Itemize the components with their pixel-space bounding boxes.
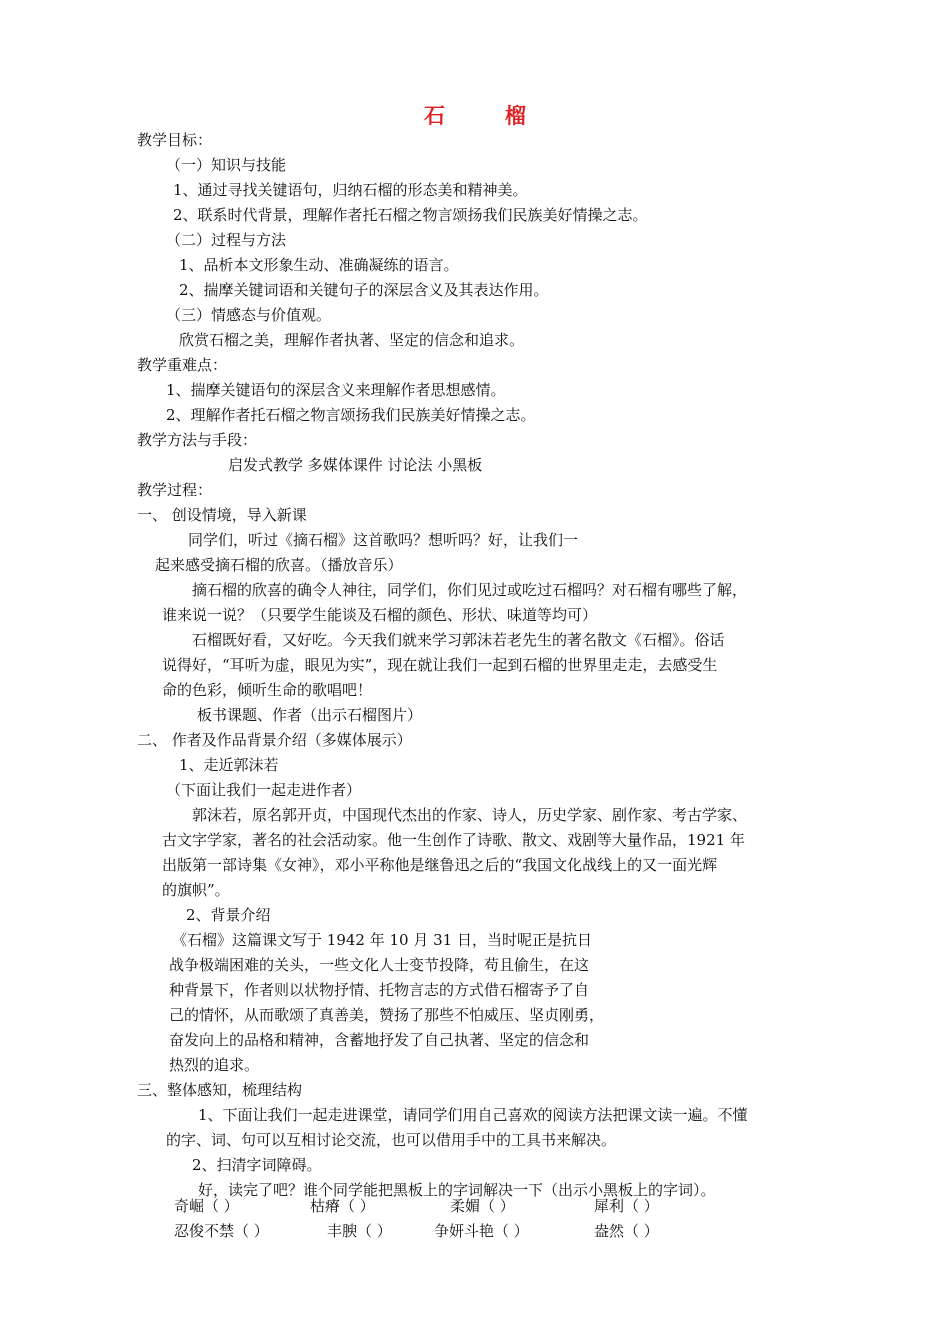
title-char-2: 榴 (505, 103, 526, 128)
text-line: 1、通过寻找关键语句，归纳石榴的形态美和精神美。 (173, 181, 528, 199)
text-line: 战争极端困难的关头，一些文化人士变节投降，苟且偷生，在这 (169, 956, 590, 974)
text-line: 板书课题、作者（出示石榴图片） (197, 706, 423, 724)
subsection-heading: （二）过程与方法 (166, 231, 287, 249)
text-line: 石榴既好看，又好吃。今天我们就来学习郭沫若老先生的著名散文《石榴》。俗话 (192, 631, 725, 649)
subsection-heading: 2、扫清字词障碍。 (192, 1156, 322, 1174)
section-heading: 教学重难点： (137, 356, 228, 374)
text-line: 启发式教学 多媒体课件 讨论法 小黑板 (228, 456, 483, 474)
section-heading: 教学过程： (137, 481, 213, 499)
text-line: 种背景下，作者则以状物抒情、托物言志的方式借石榴寄予了自 (169, 981, 590, 999)
page-title (0, 100, 950, 130)
vocab-item: 盎然（ ） (594, 1222, 659, 1240)
text-line: 摘石榴的欣喜的确令人神往，同学们，你们见过或吃过石榴吗？对石榴有哪些了解， (192, 581, 748, 599)
section-heading: 教学方法与手段： (137, 431, 258, 449)
text-line: 命的色彩，倾听生命的歌唱吧！ (162, 681, 373, 699)
text-line: 谁来说一说？（只要学生能谈及石榴的颜色、形状、味道等均可） (162, 606, 598, 624)
text-line: 《石榴》这篇课文写于 1942 年 10 月 31 日，当时呢正是抗日 (172, 931, 592, 949)
text-line: 2、理解作者托石榴之物言颂扬我们民族美好情操之志。 (166, 406, 536, 424)
text-line: 2、联系时代背景，理解作者托石榴之物言颂扬我们民族美好情操之志。 (173, 206, 648, 224)
text-line: 奋发向上的品格和精神，含蓄地抒发了自己执著、坚定的信念和 (169, 1031, 590, 1049)
section-heading: 教学目标： (137, 131, 213, 149)
text-line: 2、揣摩关键词语和关键句子的深层含义及其表达作用。 (179, 281, 549, 299)
title-char-1: 石 (424, 103, 445, 128)
text-line: 的旗帜”。 (162, 881, 230, 899)
text-line: 1、品析本文形象生动、准确凝练的语言。 (179, 256, 459, 274)
text-line: 1、揣摩关键语句的深层含义来理解作者思想感情。 (166, 381, 506, 399)
vocabulary-row-1 (0, 1196, 950, 1218)
subsection-heading: （一）知识与技能 (166, 156, 287, 174)
text-line: 的字、词、句可以互相讨论交流，也可以借用手中的工具书来解决。 (166, 1131, 617, 1149)
section-heading: 二、 作者及作品背景介绍（多媒体展示） (137, 731, 412, 749)
subsection-heading: 2、背景介绍 (186, 906, 271, 924)
vocab-item: 争妍斗艳（ ） (434, 1222, 529, 1240)
text-line: 说得好，“耳听为虚，眼见为实”，现在就让我们一起到石榴的世界里走走，去感受生 (162, 656, 718, 674)
vocab-item: 枯瘠（ ） (310, 1197, 375, 1215)
text-line: 己的情怀，从而歌颂了真善美，赞扬了那些不怕威压、坚贞刚勇， (169, 1006, 605, 1024)
text-line: 郭沫若，原名郭开贞，中国现代杰出的作家、诗人，历史学家、剧作家、考古学家、 (192, 806, 748, 824)
text-line: 好，读完了吧？谁个同学能把黑板上的字词解决一下（出示小黑板上的字词）。 (198, 1181, 716, 1199)
section-heading: 一、 创设情境，导入新课 (137, 506, 307, 524)
vocab-item: 丰腴（ ） (327, 1222, 392, 1240)
text-line: 热烈的追求。 (169, 1056, 260, 1074)
vocab-item: 忍俊不禁（ ） (174, 1222, 269, 1240)
text-line: （下面让我们一起走进作者） (166, 781, 362, 799)
vocab-item: 犀利（ ） (594, 1197, 659, 1215)
section-heading: 三、整体感知，梳理结构 (137, 1081, 303, 1099)
vocabulary-row-2 (0, 1221, 950, 1243)
text-line: 欣赏石榴之美，理解作者执著、坚定的信念和追求。 (179, 331, 525, 349)
vocab-item: 柔媚（ ） (450, 1197, 515, 1215)
text-line: 同学们，听过《摘石榴》这首歌吗？想听吗？好，让我们一 (188, 531, 579, 549)
vocab-item: 奇崛（ ） (174, 1197, 239, 1215)
subsection-heading: （三）情感态与价值观。 (166, 306, 332, 324)
text-line: 1、下面让我们一起走进课堂，请同学们用自己喜欢的阅读方法把课文读一遍。不懂 (198, 1106, 748, 1124)
subsection-heading: 1、走近郭沫若 (179, 756, 279, 774)
text-line: 出版第一部诗集《女神》，邓小平称他是继鲁迅之后的“我国文化战线上的又一面光辉 (162, 856, 718, 874)
text-line: 起来感受摘石榴的欣喜。（播放音乐） (155, 556, 403, 574)
text-line: 古文字学家，著名的社会活动家。他一生创作了诗歌、散文、戏剧等大量作品，1921 年 (162, 831, 745, 849)
